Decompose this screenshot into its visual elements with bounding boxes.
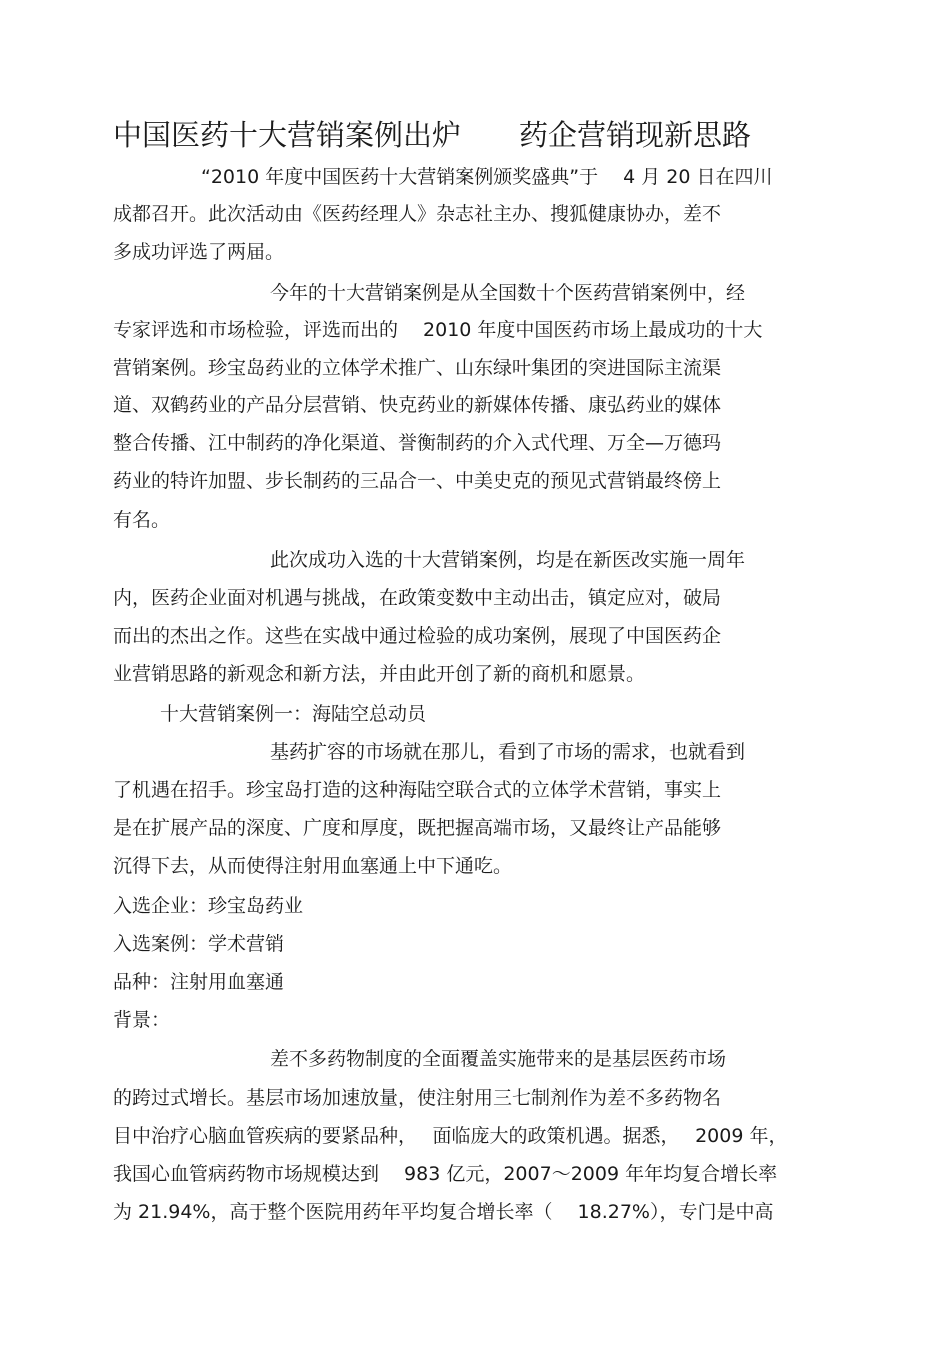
paragraph-line: 此次成功入选的十大营销案例，均是在新医改实施一周年 xyxy=(270,549,746,571)
paragraph-line: 整合传播、江中制药的净化渠道、誉衡制药的介入式代理、万全—万德玛 xyxy=(113,432,722,454)
paragraph-line: 业营销思路的新观念和新方法，并由此开创了新的商机和愿景。 xyxy=(113,663,646,685)
paragraph-line: 内，医药企业面对机遇与挑战，在政策变数中主动出击，镇定应对，破局 xyxy=(113,587,722,609)
info-line: 入选企业：珍宝岛药业 xyxy=(113,895,304,917)
paragraph-line: 的跨过式增长。基层市场加速放量，使注射用三七制剂作为差不多药物名 xyxy=(113,1087,722,1109)
paragraph-line: 专家评选和市场检验，评选而出的 2010 年度中国医药市场上最成功的十大 xyxy=(113,319,763,341)
title-part-1: 中国医药十大营销案例出炉 xyxy=(113,118,462,152)
paragraph-line: “2010 年度中国医药十大营销案例颁奖盛典”于 4 月 20 日在四川 xyxy=(201,166,773,188)
paragraph-line: 营销案例。珍宝岛药业的立体学术推广、山东绿叶集团的突进国际主流渠 xyxy=(113,357,722,379)
paragraph-line: 多成功评选了两届。 xyxy=(113,241,285,263)
paragraph-line: 药业的特许加盟、步长制药的三品合一、中美史克的预见式营销最终傍上 xyxy=(113,470,722,492)
info-line: 入选案例：学术营销 xyxy=(113,933,285,955)
info-line: 品种：注射用血塞通 xyxy=(113,971,285,993)
paragraph-line: 是在扩展产品的深度、广度和厚度，既把握高端市场，又最终让产品能够 xyxy=(113,817,722,839)
section-heading: 十大营销案例一：海陆空总动员 xyxy=(160,703,427,725)
paragraph-line: 基药扩容的市场就在那儿，看到了市场的需求，也就看到 xyxy=(270,741,746,763)
paragraph-line: 我国心血管病药物市场规模达到 983 亿元，2007～2009 年年均复合增长率 xyxy=(113,1163,778,1185)
paragraph-line: 而出的杰出之作。这些在实战中通过检验的成功案例，展现了中国医药企 xyxy=(113,625,722,647)
paragraph-line: 成都召开。此次活动由《医药经理人》杂志社主办、搜狐健康协办，差不 xyxy=(113,203,722,225)
paragraph-line: 目中治疗心脑血管疾病的要紧品种， 面临庞大的政策机遇。据悉， 2009 年， xyxy=(113,1125,788,1147)
paragraph-line: 沉得下去，从而使得注射用血塞通上中下通吃。 xyxy=(113,855,513,877)
title-part-2: 药企营销现新思路 xyxy=(519,118,752,152)
paragraph-line: 今年的十大营销案例是从全国数十个医药营销案例中，经 xyxy=(270,282,746,304)
paragraph-line: 了机遇在招手。珍宝岛打造的这种海陆空联合式的立体学术营销，事实上 xyxy=(113,779,722,801)
paragraph-line: 差不多药物制度的全面覆盖实施带来的是基层医药市场 xyxy=(270,1048,727,1070)
article-title xyxy=(113,112,751,158)
paragraph-line: 为 21.94%，高于整个医院用药年平均复合增长率（ 18.27%），专门是中高 xyxy=(113,1201,774,1223)
paragraph-line: 有名。 xyxy=(113,509,171,531)
info-line: 背景： xyxy=(113,1009,171,1031)
paragraph-line: 道、双鹤药业的产品分层营销、快克药业的新媒体传播、康弘药业的媒体 xyxy=(113,394,722,416)
